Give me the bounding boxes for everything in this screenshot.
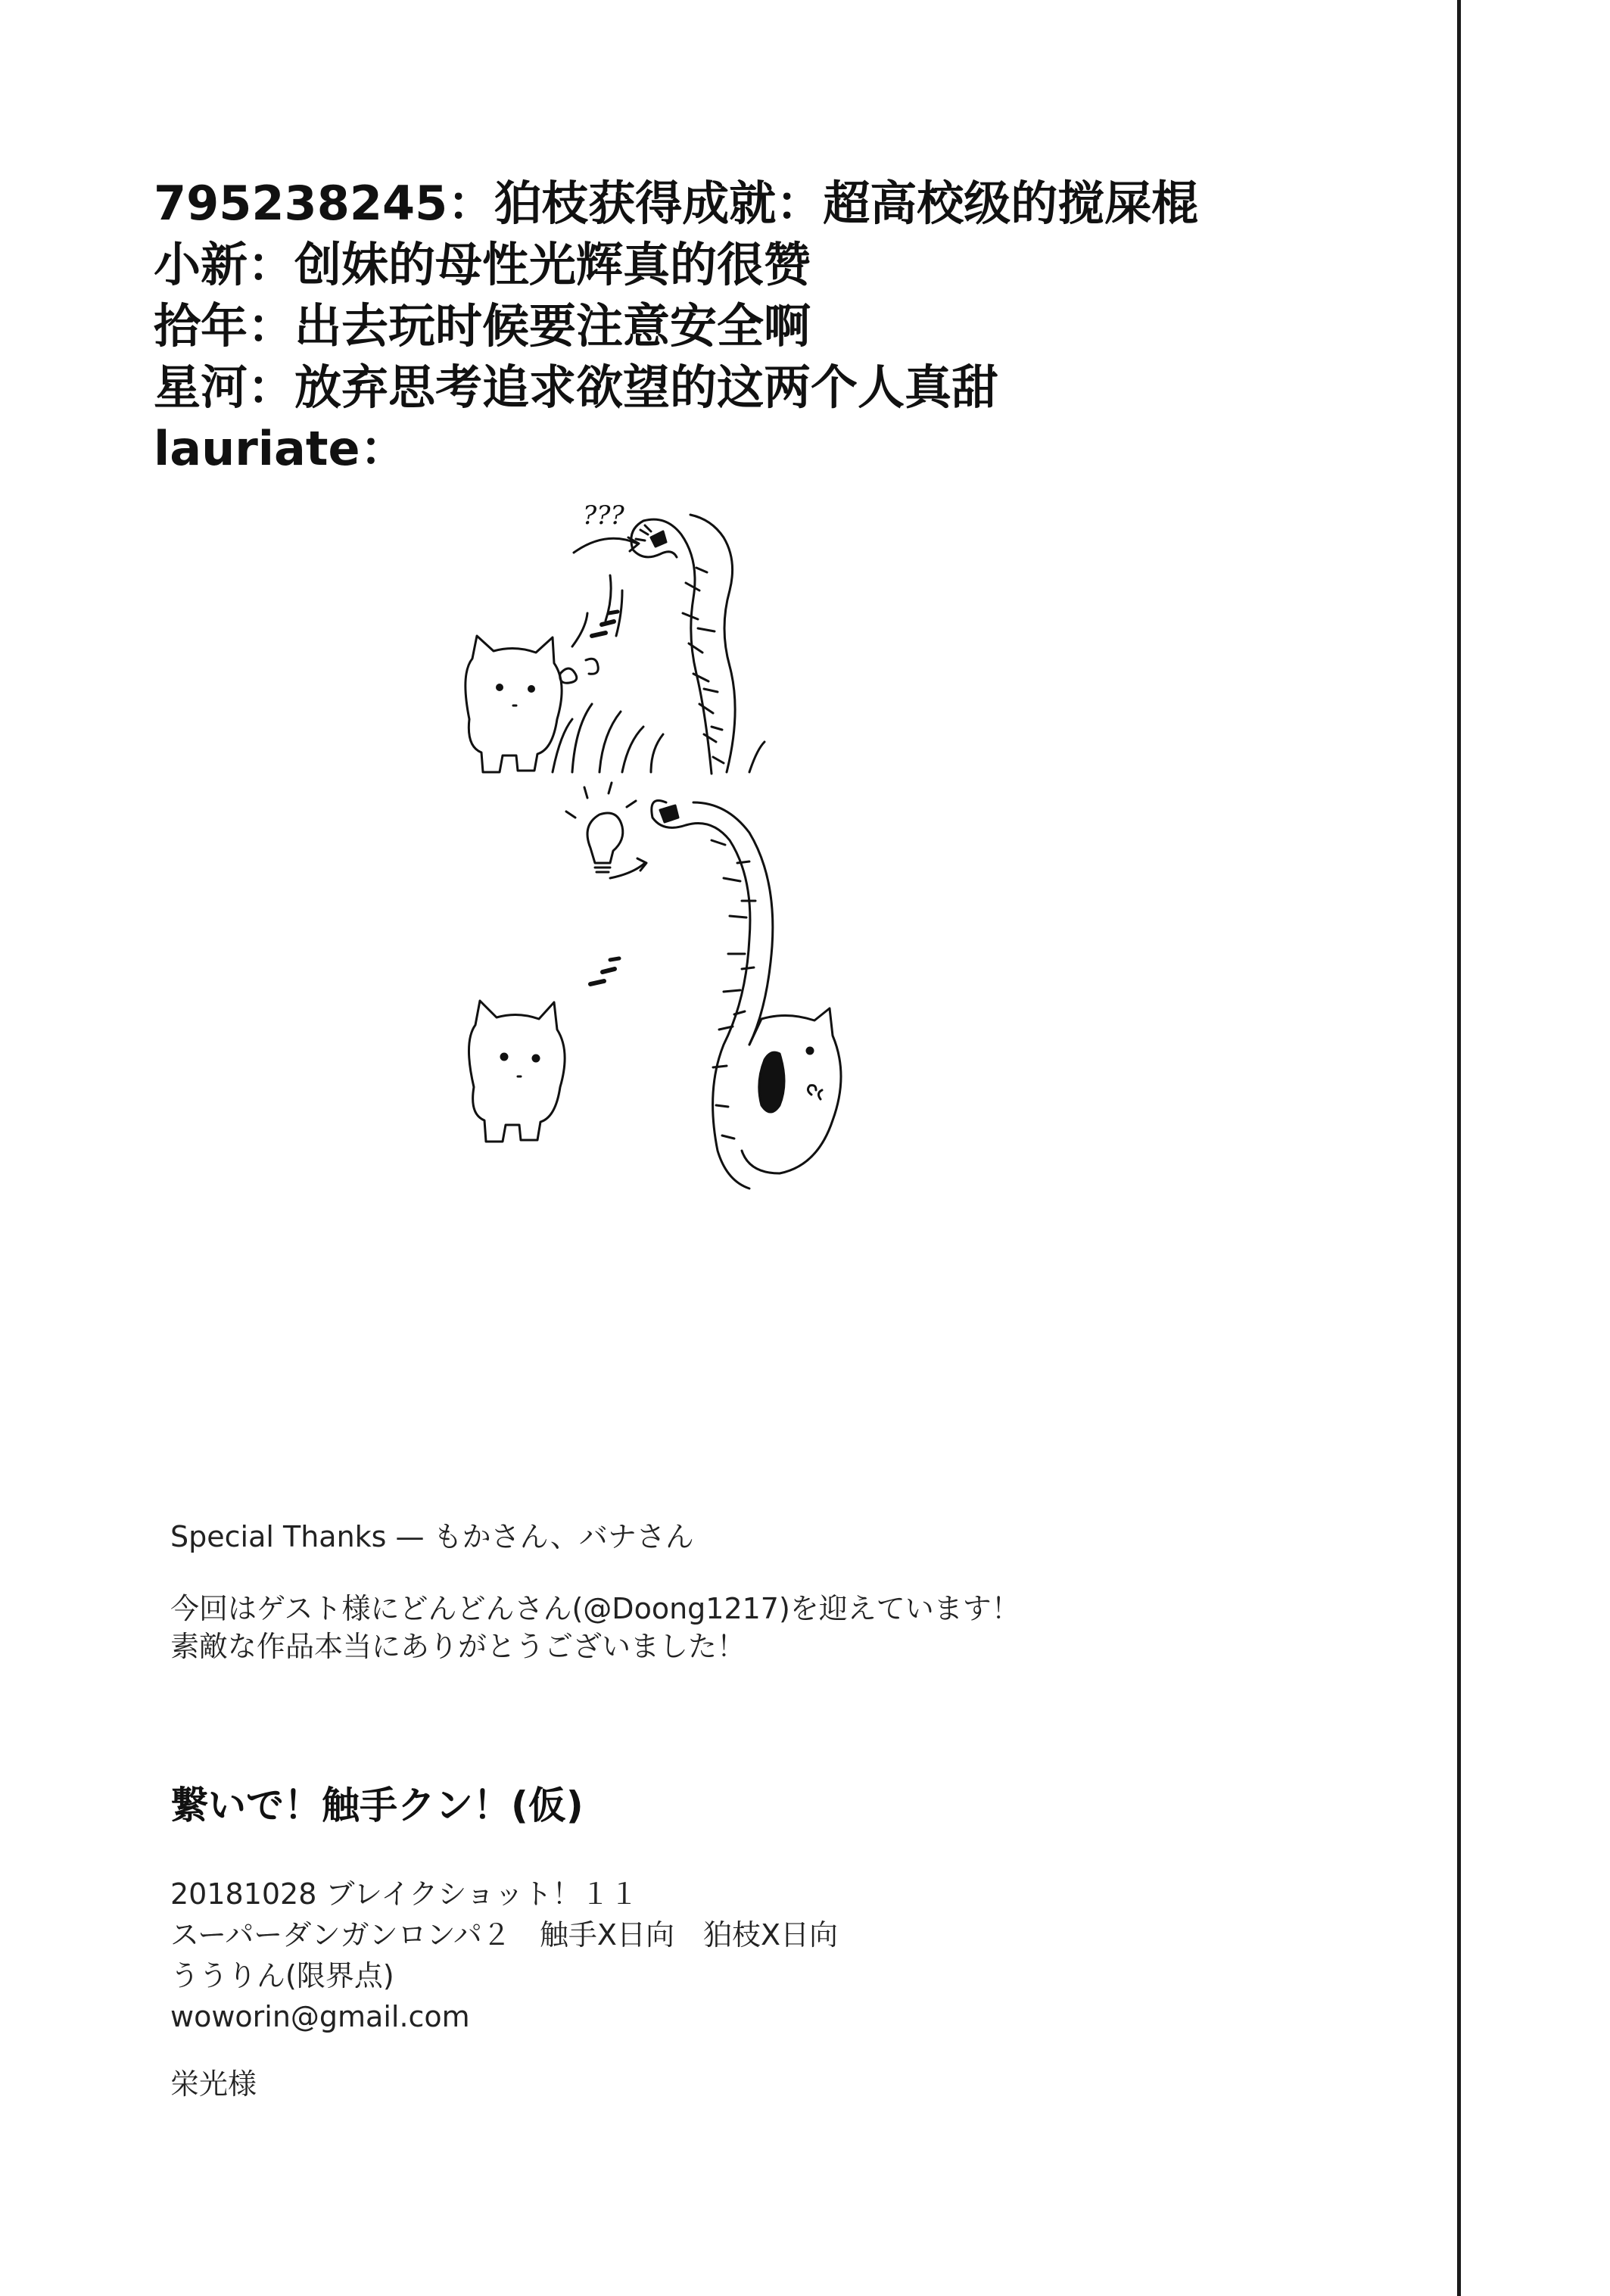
printer-line: 栄光様 [170, 2067, 257, 2101]
credit-line [154, 173, 1425, 234]
cat-figure-2 [469, 1001, 565, 1142]
credit-line [154, 357, 1425, 418]
credit-text: 创妹的母性光辉真的很赞 [294, 237, 811, 292]
credit-line [154, 234, 1425, 295]
guest-note [170, 1590, 1020, 1665]
page-edge-line [1457, 0, 1461, 2296]
speech-dash [609, 612, 618, 613]
credit-name: 拾年 [154, 298, 248, 354]
credit-name: 795238245 [154, 176, 448, 231]
credit-name: lauriate [154, 421, 360, 476]
speech-dash [603, 969, 615, 972]
speech-dash [592, 633, 606, 636]
credit-line [154, 418, 1425, 479]
credit-separator: ： [447, 176, 495, 231]
credit-separator: ： [248, 298, 295, 354]
credit-separator: ： [248, 237, 295, 292]
speech-dash [610, 958, 619, 960]
cat-figure-1 [466, 636, 562, 772]
credit-name: 星河 [154, 360, 248, 415]
genre-line: スーパーダンガンロンパ２ 触手X日向 狛枝X日向 [170, 1918, 838, 1952]
special-thanks: Special Thanks — もかさん、バナさん [170, 1520, 694, 1553]
event-date: 20181028 ブレイクショット！１１ [170, 1877, 639, 1911]
credit-text: 出去玩时候要注意安全啊 [294, 298, 811, 354]
credit-name: 小新 [154, 237, 248, 292]
guest-note-line: 素敵な作品本当にありがとうございました！ [170, 1630, 746, 1663]
author-line: ううりん(限界点) [170, 1959, 394, 1992]
colophon [170, 1874, 838, 2037]
credit-line [154, 295, 1425, 357]
arrow-curve [574, 538, 637, 553]
tentacle-cat-sketch [424, 484, 954, 1226]
email-line: woworin@gmail.com [170, 2000, 470, 2033]
credit-text: 狛枝获得成就：超高校级的搅屎棍 [494, 176, 1199, 231]
tentacle-creature-1 [553, 515, 765, 774]
guest-note-line: 今回はゲスト様にどんどんさん(@Doong1217)を迎えています！ [170, 1592, 1020, 1625]
question-marks: ??? [583, 500, 624, 531]
speech-dash [590, 981, 604, 984]
credit-separator: ： [360, 421, 407, 476]
lightbulb-icon [566, 783, 636, 872]
speech-dash [602, 622, 614, 625]
book-title: 繋いで！触手クン！(仮) [170, 1784, 584, 1827]
tentacle-creature-2 [652, 801, 841, 1189]
translator-credits [154, 173, 1425, 479]
credit-text: 放弃思考追求欲望的这两个人真甜 [294, 360, 999, 415]
credit-separator: ： [248, 360, 295, 415]
